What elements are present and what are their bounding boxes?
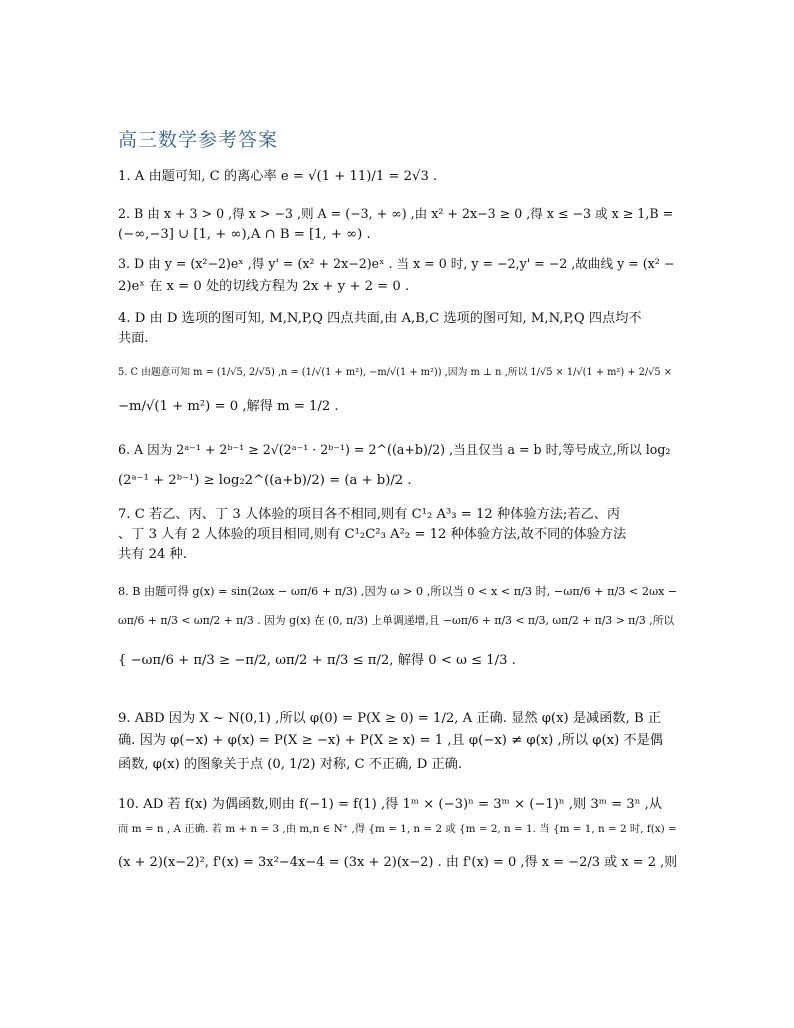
- text-line: (−∞,−3] ∪ [1, + ∞),A ∩ B = [1, + ∞) .: [118, 227, 371, 242]
- text-line: 确. 因为 φ(−x) + φ(x) = P(X ≥ −x) + P(X ≥ x) = 1 ,且 φ(−x) ≠ φ(x) ,所以 φ(x) 不是偶: [118, 733, 663, 748]
- text-line: 6. A 因为 2ᵃ⁻¹ + 2ᵇ⁻¹ ≥ 2√(2ᵃ⁻¹ · 2ᵇ⁻¹) = 2^((a+b)/2) ,当且仅当 a = b 时,等号成立,所以 log₂: [118, 442, 671, 457]
- answer-item-9: [118, 712, 678, 776]
- text-line: 函数, φ(x) 的图象关于点 (0, 1/2) 对称, C 不正确, D 正确.: [118, 757, 463, 772]
- text-line: 1. A 由题可知, C 的离心率 e = √(1 + 11)/1 = 2√3 .: [118, 169, 438, 184]
- answer-item-6: [118, 440, 678, 494]
- text-line: 、丁 3 人有 2 人体验的项目相同,则有 C¹₂C²₃ A²₂ = 12 种体验方法,故不同的体验方法: [118, 527, 627, 542]
- answer-item-7: [118, 508, 678, 568]
- text-line: 9. ABD 因为 X ~ N(0,1) ,所以 φ(0) = P(X ≥ 0) = 1/2, A 正确. 显然 φ(x) 是减函数, B 正: [118, 711, 662, 726]
- text-line: 7. C 若乙、丙、丁 3 人体验的项目各不相同,则有 C¹₂ A³₃ = 12 种体验方法;若乙、丙: [118, 507, 621, 522]
- answer-item-3: [118, 258, 678, 296]
- answer-item-10: [118, 798, 678, 878]
- text-line: ωπ/6 + π/3 < ωπ/2 + π/3 . 因为 g(x) 在 (0, π/3) 上单调递增,且 −ωπ/6 + π/3 < π/3, ωπ/2 + π/3 > π/3 ,所以: [118, 614, 675, 627]
- answer-item-4: [118, 312, 678, 348]
- text-line: (x + 2)(x−2)², f'(x) = 3x²−4x−4 = (3x + 2)(x−2) . 由 f'(x) = 0 ,得 x = −2/3 或 x = 2 ,则: [118, 855, 678, 870]
- answer-item-8: [118, 582, 678, 678]
- text-line: 4. D 由 D 选项的图可知, M,N,P,Q 四点共面,由 A,B,C 选项的图可知, M,N,P,Q 四点均不: [118, 311, 642, 326]
- answer-item-2: [118, 208, 678, 244]
- text-line: 5. C 由题意可知 m = (1/√5, 2/√5) ,n = (1/√(1 + m²), −m/√(1 + m²)) ,因为 m ⊥ n ,所以 1/√5 × 1/√(1 + m²) + 2/√5 ×: [118, 367, 672, 378]
- text-line: 2)eˣ 在 x = 0 处的切线方程为 2x + y + 2 = 0 .: [118, 279, 410, 294]
- page-title: 高三数学参考答案: [118, 129, 279, 151]
- text-line: 共有 24 种.: [118, 547, 187, 562]
- text-line: 共面.: [118, 331, 149, 346]
- text-line: { −ωπ/6 + π/3 ≥ −π/2, ωπ/2 + π/3 ≤ π/2, 解得 0 < ω ≤ 1/3 .: [118, 653, 516, 668]
- answer-item-1: [118, 168, 678, 188]
- text-line: 2. B 由 x + 3 > 0 ,得 x > −3 ,则 A = (−3, + ∞) ,由 x² + 2x−3 ≥ 0 ,得 x ≤ −3 或 x ≥ 1,B =: [118, 206, 674, 221]
- answer-item-5: [118, 366, 678, 420]
- text-line: 3. D 由 y = (x²−2)eˣ ,得 y' = (x² + 2x−2)eˣ . 当 x = 0 时, y = −2,y' = −2 ,故曲线 y = (x² −: [118, 256, 675, 271]
- text-line: (2ᵃ⁻¹ + 2ᵇ⁻¹) ≥ log₂2^((a+b)/2) = (a + b)/2 .: [118, 473, 412, 488]
- text-line: 8. B 由题可得 g(x) = sin(2ωx − ωπ/6 + π/3) ,因为 ω > 0 ,所以当 0 < x < π/3 时, −ωπ/6 + π/3 < 2ωx −: [118, 585, 678, 598]
- text-line: 而 m = n , A 正确. 若 m + n = 3 ,由 m,n ∈ N⁺ ,得 {m = 1, n = 2 或 {m = 2, n = 1. 当 {m = 1, n = 2 时, f(x) =: [118, 823, 677, 835]
- text-line: −m/√(1 + m²) = 0 ,解得 m = 1/2 .: [118, 399, 339, 414]
- text-line: 10. AD 若 f(x) 为偶函数,则由 f(−1) = f(1) ,得 1ᵐ × (−3)ⁿ = 3ᵐ × (−1)ⁿ ,则 3ᵐ = 3ⁿ ,从: [118, 797, 662, 812]
